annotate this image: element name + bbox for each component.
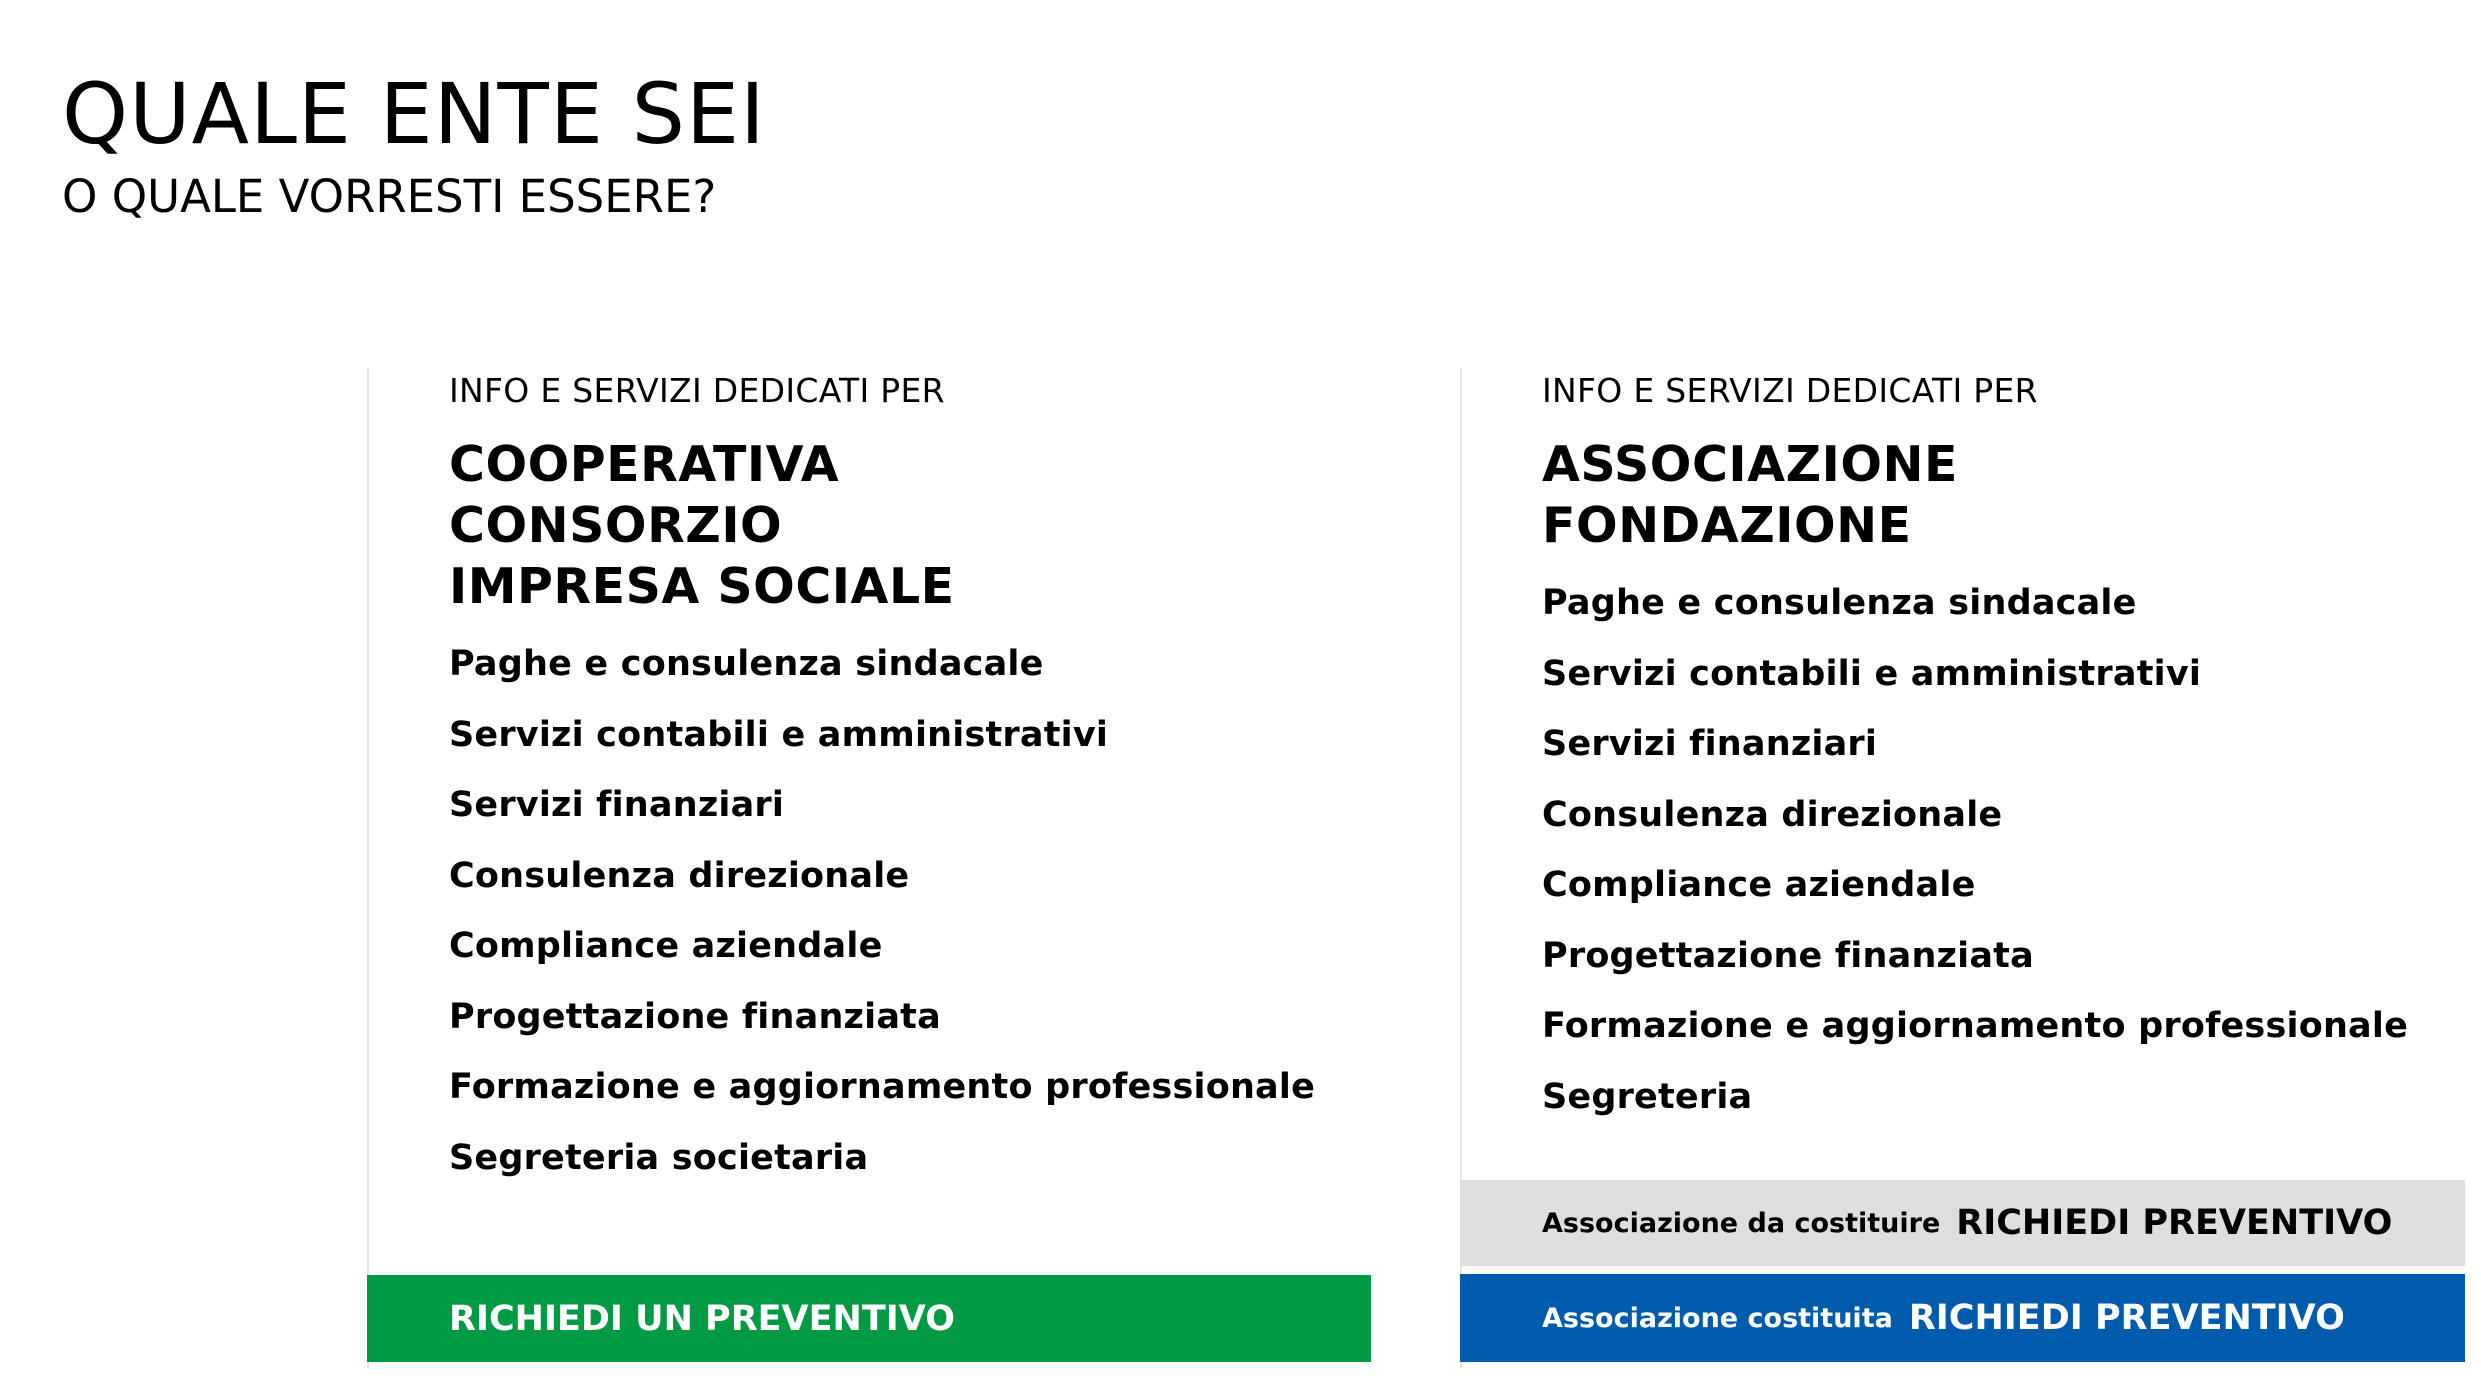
page-header xyxy=(62,65,766,223)
panel-kicker: INFO E SERVIZI DEDICATI PER xyxy=(449,371,945,410)
service-list xyxy=(1542,568,2465,1132)
page-title: QUALE ENTE SEI xyxy=(62,65,766,163)
service-item: Formazione e aggiornamento professionale xyxy=(449,1067,1316,1107)
request-quote-cooperative-button[interactable] xyxy=(367,1275,1371,1362)
service-item: Servizi finanziari xyxy=(449,785,785,825)
entity-cooperativa: COOPERATIVA xyxy=(449,436,840,493)
service-item: Progettazione finanziata xyxy=(449,996,941,1037)
service-list xyxy=(449,629,1371,1193)
service-item: Consulenza direzionale xyxy=(449,855,910,896)
cta-action: RICHIEDI PREVENTIVO xyxy=(1908,1298,2345,1338)
service-item: Servizi contabili e amministrativi xyxy=(1542,653,2202,694)
service-item: Paghe e consulenza sindacale xyxy=(1542,583,2137,623)
service-item: Compliance aziendale xyxy=(1542,865,1976,905)
panel-kicker: INFO E SERVIZI DEDICATI PER xyxy=(1542,371,2038,410)
panel-content xyxy=(449,368,1371,1193)
request-quote-association-existing-button[interactable] xyxy=(1460,1274,2465,1362)
cta-prefix: Associazione da costituire xyxy=(1542,1207,1941,1239)
request-quote-label: RICHIEDI UN PREVENTIVO xyxy=(449,1298,955,1339)
entity-list xyxy=(1542,434,2465,556)
entity-impresa-sociale: IMPRESA SOCIALE xyxy=(449,558,955,615)
entity-list xyxy=(449,434,1371,617)
service-item: Segreteria societaria xyxy=(449,1137,869,1178)
cta-action: RICHIEDI PREVENTIVO xyxy=(1956,1203,2393,1243)
service-item: Compliance aziendale xyxy=(449,926,883,966)
service-item: Progettazione finanziata xyxy=(1542,935,2034,976)
panel-cooperative xyxy=(367,368,1371,1368)
service-item: Segreteria xyxy=(1542,1076,1753,1117)
service-item: Servizi finanziari xyxy=(1542,724,1878,764)
page-subtitle: O QUALE VORRESTI ESSERE? xyxy=(62,170,717,223)
service-item: Paghe e consulenza sindacale xyxy=(449,644,1044,684)
entity-fondazione: FONDAZIONE xyxy=(1542,497,1912,554)
service-item: Consulenza direzionale xyxy=(1542,794,2003,835)
request-quote-association-new-button[interactable] xyxy=(1460,1180,2465,1266)
entity-associazione: ASSOCIAZIONE xyxy=(1542,436,1958,493)
entity-consorzio: CONSORZIO xyxy=(449,497,783,554)
panel-content xyxy=(1542,368,2465,1132)
cta-prefix: Associazione costituita xyxy=(1542,1302,1893,1334)
service-item: Formazione e aggiornamento professionale xyxy=(1542,1006,2409,1046)
service-item: Servizi contabili e amministrativi xyxy=(449,714,1109,755)
